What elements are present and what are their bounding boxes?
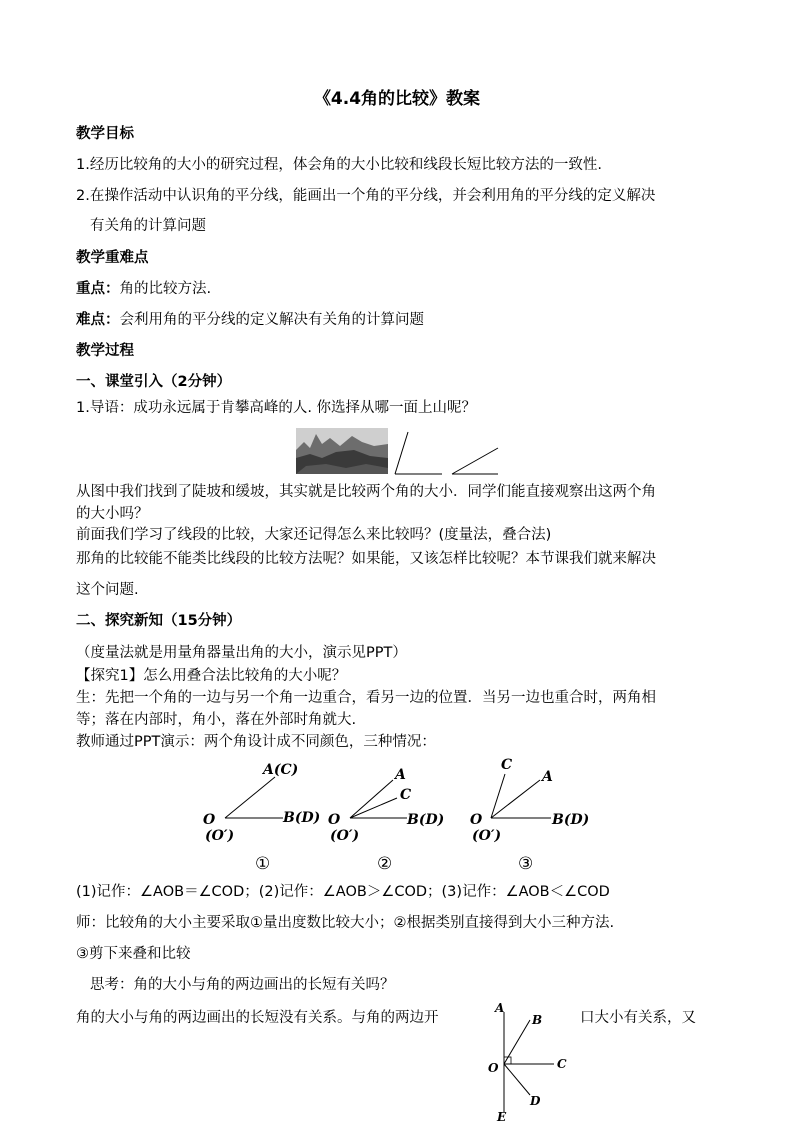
fig2-label-b: B(D): [407, 812, 445, 828]
fig3-number: ③: [518, 854, 534, 874]
key-point: [76, 279, 211, 299]
figure-2: [328, 767, 444, 874]
fig1-label-a: A(C): [263, 762, 299, 778]
part1-line-5: 那角的比较能不能类比线段的比较方法呢？如果能，又该怎样比较呢？本节课我们就来解决: [76, 551, 656, 567]
fig4-label-c: C: [557, 1057, 567, 1071]
figure-3: [470, 757, 589, 874]
part2-line-2: 【探究1】怎么用叠合法比较角的大小呢？: [76, 668, 347, 684]
goals-heading: 教学目标: [76, 126, 134, 142]
part2-line-3: 生：先把一个角的一边与另一个角一边重合，看另一边的位置．当另一边也重合时，两角相: [76, 690, 656, 706]
part2-heading: 二、探究新知（15分钟）: [76, 613, 242, 629]
slope-angles: [390, 428, 502, 478]
figure-1: [203, 762, 320, 874]
fig3-label-c: C: [501, 757, 513, 773]
part1-line-2: 从图中我们找到了陡坡和缓坡，其实就是比较两个角的大小．同学们能直接观察出这两个角: [76, 484, 656, 500]
part2-line-8: ③剪下来叠和比较: [76, 946, 191, 962]
fig4-label-d: D: [530, 1094, 541, 1108]
part1-line-6: 这个问题.: [76, 582, 139, 598]
rays-figure: [482, 998, 577, 1123]
key-heading: 教学重难点: [76, 250, 149, 266]
fig3-label-a: A: [542, 769, 553, 785]
difficult-point: [76, 310, 424, 330]
fig4-label-a: A: [495, 1001, 505, 1015]
fig3-label-o: O: [470, 812, 483, 828]
goal-2-line-1: 2.在操作活动中认识角的平分线，能画出一个角的平分线，并会利用角的平分线的定义解决: [76, 188, 656, 204]
fig1-number: ①: [255, 854, 271, 874]
key-label: 重点：: [76, 281, 120, 297]
part2-line-10b: 口大小有关系，又: [580, 1010, 696, 1026]
fig1-label-oprime: (O′): [205, 828, 235, 844]
difficult-label: 难点：: [76, 312, 120, 328]
mountain-photo: [296, 428, 388, 474]
document-title: 《4.4角的比较》教案: [313, 89, 481, 109]
part2-line-9: 思考：角的大小与角的两边画出的长短有关吗？: [90, 977, 395, 993]
fig4-label-o: O: [488, 1061, 499, 1075]
part1-heading: 一、课堂引入（2分钟）: [76, 374, 232, 390]
fig2-label-o: O: [328, 812, 341, 828]
part1-line-1: 1.导语：成功永远属于肯攀高峰的人. 你选择从哪一面上山呢？: [76, 400, 477, 416]
part2-line-10a: 角的大小与角的两边画出的长短没有关系。与角的两边开: [76, 1010, 439, 1026]
part2-line-7: 师：比较角的大小主要采取①量出度数比较大小；②根据类别直接得到大小三种方法.: [76, 915, 615, 931]
fig4-label-e: E: [497, 1110, 507, 1123]
part2-line-1: （度量法就是用量角器量出角的大小，演示见PPT）: [76, 645, 407, 661]
fig1-label-o: O: [203, 812, 216, 828]
goal-2-line-2: 有关角的计算问题: [90, 218, 206, 234]
fig2-label-c: C: [400, 787, 412, 803]
part1-line-4: 前面我们学习了线段的比较，大家还记得怎么来比较吗？(度量法，叠合法): [76, 527, 552, 543]
fig3-label-oprime: (O′): [472, 828, 502, 844]
goal-1: 1.经历比较角的大小的研究过程，体会角的大小比较和线段长短比较方法的一致性.: [76, 157, 602, 173]
fig2-number: ②: [377, 854, 393, 874]
key-text: 角的比较方法.: [119, 281, 212, 297]
fig3-label-b: B(D): [552, 812, 590, 828]
fig2-label-oprime: (O′): [330, 828, 360, 844]
angle-comparison-figures: [195, 752, 605, 877]
fig2-label-a: A: [395, 767, 406, 783]
part2-line-5: 教师通过PPT演示：两个角设计成不同颜色，三种情况：: [76, 734, 436, 750]
fig4-label-b: B: [532, 1013, 543, 1027]
part1-line-3: 的大小吗？: [76, 506, 149, 522]
process-heading: 教学过程: [76, 343, 134, 359]
difficult-text: 会利用角的平分线的定义解决有关角的计算问题: [119, 312, 424, 328]
part2-line-6: (1)记作：∠AOB＝∠COD；(2)记作：∠AOB＞∠COD；(3)记作：∠AOB＜∠COD: [76, 884, 610, 900]
fig1-label-b: B(D): [283, 810, 321, 826]
part2-line-4: 等；落在内部时，角小，落在外部时角就大.: [76, 712, 357, 728]
